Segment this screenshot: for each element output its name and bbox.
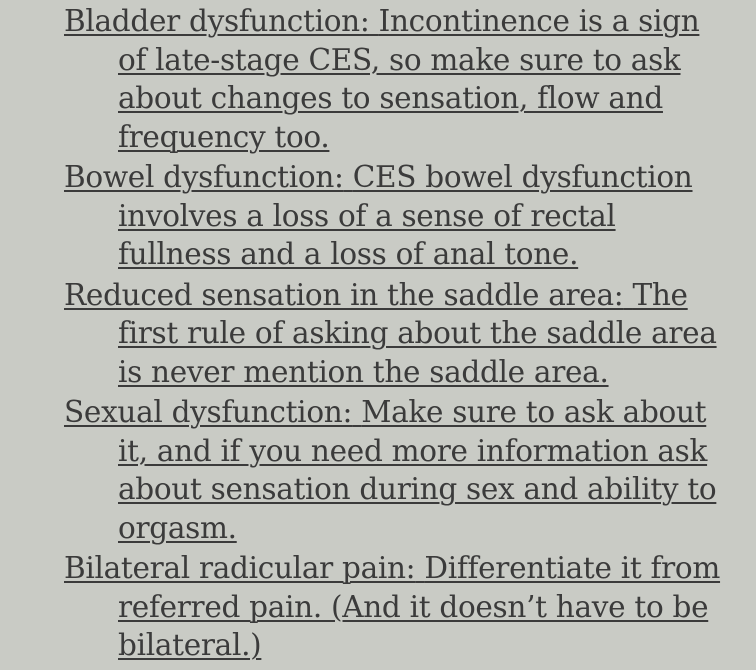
item-heading: Bilateral radicular pain: (64, 551, 416, 585)
item-text: Incontinence is a sign of late-stage CES, so make sure to ask about changes to sensation, flow and frequency too. (118, 4, 700, 154)
list-item-radicular-pain (64, 549, 736, 665)
item-text: The first rule of asking about the saddle area is never mention the saddle area. (118, 277, 717, 389)
item-text: Make sure to ask about it, and if you need more information ask about sensation during sex and ability to orgasm. (118, 395, 717, 545)
item-text: Differentiate it from referred pain. (And it doesn’t have to be bilateral.) (118, 551, 721, 662)
item-text: CES bowel dysfunction involves a loss of a sense of rectal fullness and a loss of anal tone. (118, 160, 693, 271)
item-heading: Sexual dysfunction: (64, 395, 353, 429)
list-item-sexual-dysfunction (64, 393, 736, 547)
item-heading: Bladder dysfunction: (64, 4, 370, 38)
list-item-bowel-dysfunction (64, 158, 736, 274)
symptom-list (64, 2, 736, 667)
list-item-bladder-dysfunction (64, 2, 736, 156)
item-heading: Bowel dysfunction: (64, 160, 344, 194)
list-item-saddle-sensation (64, 276, 736, 392)
item-heading: Reduced sensation in the saddle area: (64, 277, 624, 312)
